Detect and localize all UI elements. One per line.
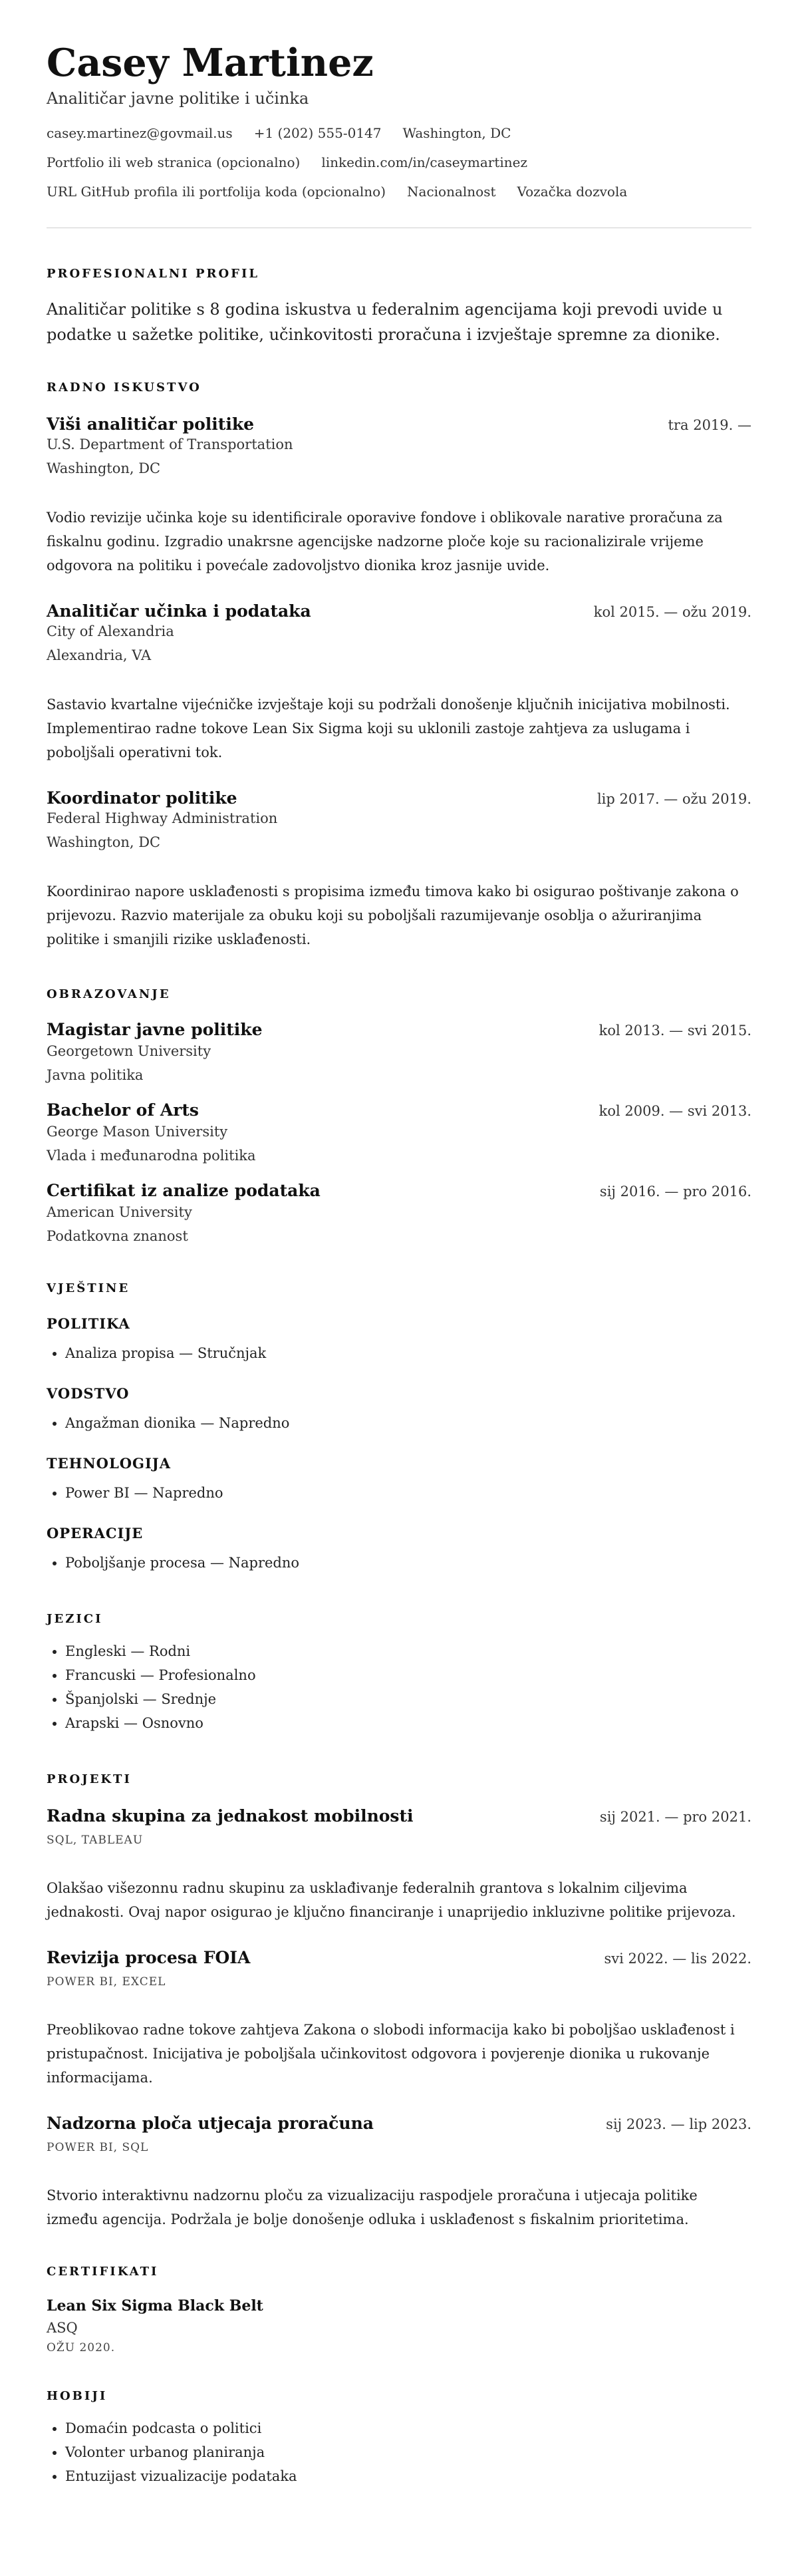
contact-email[interactable]: casey.martinez@govmail.us <box>47 125 233 141</box>
job-organization: City of Alexandria <box>47 623 174 639</box>
section-title: JEZICI <box>47 1612 103 1626</box>
resume-header <box>47 41 751 200</box>
job-description: Koordinirao napore usklađenosti s propisima između timova kako bi osigurao poštivanje zakona o prijevozu. Razvio materijale za obuku koji su poboljšali razumijevanje osoblja o ažuriranjima politike i smanjili rizike usklađenosti. <box>47 884 739 947</box>
section-title: RADNO ISKUSTVO <box>47 381 201 395</box>
section-title: OBRAZOVANJE <box>47 987 171 1001</box>
skill-category: VODSTVO <box>47 1385 130 1402</box>
profile-summary: Analitičar politike s 8 godina iskustva u federalnim agencijama koji prevodi uvide u podatke u sažetke politike, učinkovitosti proračuna i izvještaje spremne za dionike. <box>47 300 723 344</box>
skill-category: POLITIKA <box>47 1315 130 1332</box>
project-entry <box>47 1806 751 1924</box>
entry-header <box>47 2114 751 2133</box>
contact-row <box>47 125 751 141</box>
degree-title: Magistar javne politike <box>47 1020 263 1039</box>
project-tech: POWER BI, SQL <box>47 2141 149 2154</box>
job-title: Analitičar učinka i podataka <box>47 601 311 621</box>
education-entry <box>47 1181 751 1244</box>
education-dates: kol 2013. — svi 2015. <box>598 1023 751 1039</box>
languages-section <box>47 1612 751 1735</box>
job-dates: tra 2019. — <box>668 417 751 433</box>
github-link[interactable]: URL GitHub profila ili portfolija koda (opcionalno) <box>47 184 386 200</box>
skill-list <box>47 1341 751 1365</box>
education-entry <box>47 1100 751 1164</box>
job-dates: lip 2017. — ožu 2019. <box>597 791 751 807</box>
project-entry <box>47 1948 751 2090</box>
job-dates: kol 2015. — ožu 2019. <box>593 604 751 620</box>
education-dates: kol 2009. — svi 2013. <box>598 1103 751 1119</box>
skill-item: • Poboljšanje procesa — Napredno <box>65 1551 751 1575</box>
entry-header <box>47 1100 751 1120</box>
section-title: HOBIJI <box>47 2389 108 2403</box>
entry-header <box>47 1948 751 1967</box>
job-title: Viši analitičar politike <box>47 414 255 434</box>
contact-phone[interactable]: +1 (202) 555-0147 <box>253 125 382 141</box>
language-item: • Francuski — Profesionalno <box>65 1663 751 1687</box>
linkedin-link[interactable]: linkedin.com/in/caseymartinez <box>321 154 528 170</box>
job-title: Koordinator politike <box>47 788 237 808</box>
job-description: Vodio revizije učinka koje su identificirale oporavive fondove i oblikovale narative proračuna za fiskalnu godinu. Izgradio unakrsne agencijske nadzorne ploče koje su racionalizirale vrijeme odgovora na politiku i povećale zadovoljstvo dionika kroz jasnije uvide. <box>47 510 723 573</box>
links-row <box>47 154 751 170</box>
field-of-study: Vlada i međunarodna politika <box>47 1148 256 1164</box>
job-organization: Federal Highway Administration <box>47 810 278 826</box>
degree-title: Certifikat iz analize podataka <box>47 1181 321 1200</box>
certificate-issuer: ASQ <box>47 2320 78 2336</box>
skill-list <box>47 1551 751 1575</box>
language-item: • Španjolski — Srednje <box>65 1687 751 1711</box>
education-dates: sij 2016. — pro 2016. <box>599 1184 751 1200</box>
degree-title: Bachelor of Arts <box>47 1100 200 1120</box>
job-description: Sastavio kvartalne vijećničke izvještaje koji su podržali donošenje ključnih inicijativa mobilnosti. Implementirao radne tokove Lean Six Sigma koji su uklonili zastoje zahtjeva za uslugama i poboljšali operativni tok. <box>47 697 730 760</box>
hobbies-section <box>47 2389 751 2488</box>
experience-entry <box>47 788 751 951</box>
field-of-study: Podatkovna znanost <box>47 1228 188 1244</box>
project-description: Stvorio interaktivnu nadzornu ploču za vizualizaciju raspodjele proračuna i utjecaja politike između agencija. Podržala je bolje donošenje odluka i usklađenost s fiskalnim prioritetima. <box>47 2187 698 2227</box>
nationality-field: Nacionalnost <box>407 184 496 200</box>
skill-category: OPERACIJE <box>47 1525 144 1541</box>
school-name: George Mason University <box>47 1124 228 1140</box>
candidate-name: Casey Martinez <box>47 41 374 85</box>
project-description: Preoblikovao radne tokove zahtjeva Zakona o slobodi informacija kako bi poboljšao usklađenost i pristupačnost. Inicijativa je poboljšala učinkovitost odgovora i povjerenje dionika u rukovanje informacijama. <box>47 2022 735 2086</box>
experience-section <box>47 381 751 951</box>
entry-header <box>47 788 751 808</box>
project-dates: svi 2022. — lis 2022. <box>604 1951 751 1967</box>
hobby-list <box>47 2416 751 2488</box>
project-name: Nadzorna ploča utjecaja proračuna <box>47 2114 374 2133</box>
experience-entry <box>47 414 751 577</box>
project-dates: sij 2021. — pro 2021. <box>599 1809 751 1825</box>
project-name: Radna skupina za jednakost mobilnosti <box>47 1806 414 1826</box>
entry-header <box>47 1020 751 1039</box>
section-title: PROFESIONALNI PROFIL <box>47 267 260 281</box>
language-item: • Arapski — Osnovno <box>65 1711 751 1735</box>
extra-info-row <box>47 184 751 200</box>
skill-list <box>47 1481 751 1505</box>
project-tech: POWER BI, EXCEL <box>47 1975 166 1989</box>
project-tech: SQL, TABLEAU <box>47 1834 144 1847</box>
skill-item: • Power BI — Napredno <box>65 1481 751 1505</box>
license-field: Vozačka dozvola <box>517 184 628 200</box>
project-entry <box>47 2114 751 2231</box>
entry-header <box>47 1181 751 1200</box>
entry-header <box>47 601 751 621</box>
school-name: American University <box>47 1204 192 1220</box>
skills-section <box>47 1281 751 1575</box>
skill-list <box>47 1411 751 1435</box>
job-location: Washington, DC <box>47 834 161 850</box>
skill-item: • Analiza propisa — Stručnjak <box>65 1341 751 1365</box>
hobby-item: • Volonter urbanog planiranja <box>65 2440 751 2464</box>
candidate-headline: Analitičar javne politike i učinka <box>47 89 309 108</box>
project-description: Olakšao višezonnu radnu skupinu za usklađivanje federalnih grantova s lokalnim ciljevima jednakosti. Ovaj napor osigurao je ključno financiranje i unaprijedio inkluzivne politike prijevoza. <box>47 1880 736 1920</box>
certificates-section <box>47 2265 751 2354</box>
language-item: • Engleski — Rodni <box>65 1639 751 1663</box>
section-title: PROJEKTI <box>47 1772 132 1786</box>
job-location: Washington, DC <box>47 460 161 476</box>
job-organization: U.S. Department of Transportation <box>47 436 293 452</box>
project-name: Revizija procesa FOIA <box>47 1948 251 1967</box>
field-of-study: Javna politika <box>47 1067 144 1083</box>
skill-item: • Angažman dionika — Napredno <box>65 1411 751 1435</box>
language-list <box>47 1639 751 1735</box>
hobby-item: • Entuzijast vizualizacije podataka <box>65 2464 751 2488</box>
section-title: CERTIFIKATI <box>47 2265 159 2279</box>
profile-section <box>47 267 751 347</box>
certificate-name: Lean Six Sigma Black Belt <box>47 2297 263 2315</box>
school-name: Georgetown University <box>47 1043 211 1059</box>
section-title: VJEŠTINE <box>47 1281 130 1295</box>
portfolio-link[interactable]: Portfolio ili web stranica (opcionalno) <box>47 154 301 170</box>
projects-section <box>47 1772 751 2231</box>
experience-entry <box>47 601 751 764</box>
certificate-date: OŽU 2020. <box>47 2341 116 2354</box>
contact-location: Washington, DC <box>402 125 511 141</box>
job-location: Alexandria, VA <box>47 647 152 663</box>
hobby-item: • Domaćin podcasta o politici <box>65 2416 751 2440</box>
project-dates: sij 2023. — lip 2023. <box>606 2116 751 2132</box>
entry-header <box>47 414 751 434</box>
education-section <box>47 987 751 1244</box>
entry-header <box>47 1806 751 1826</box>
skill-category: TEHNOLOGIJA <box>47 1455 172 1472</box>
education-entry <box>47 1020 751 1083</box>
